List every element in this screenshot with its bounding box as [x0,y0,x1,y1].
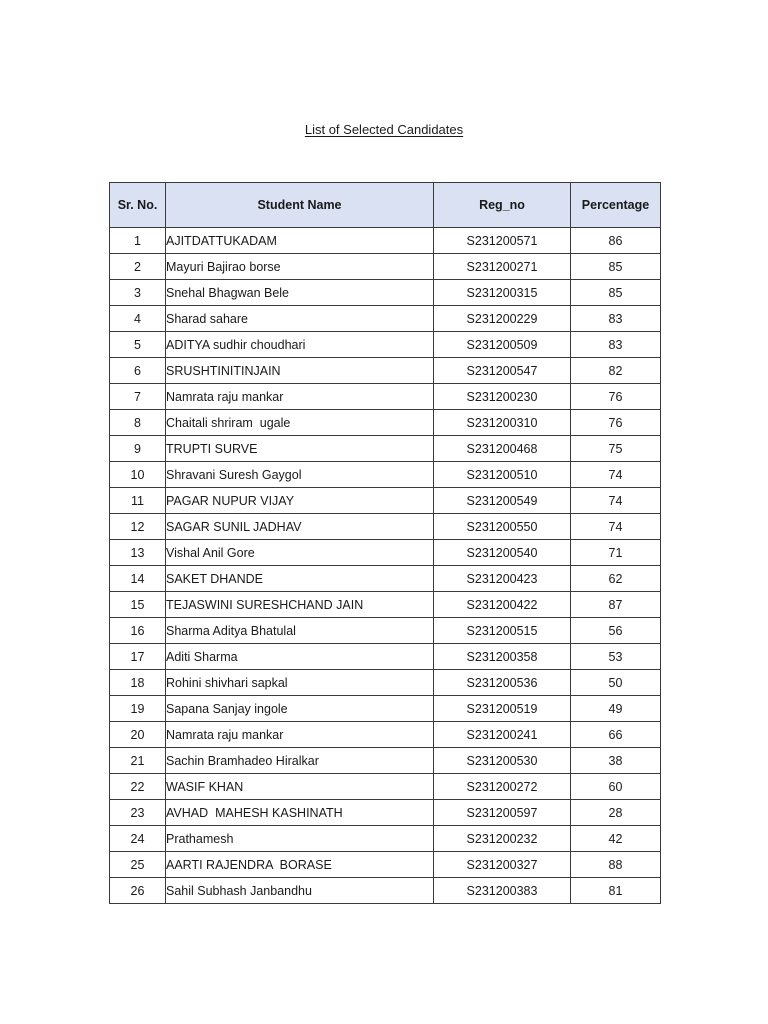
student-name-cell: WASIF KHAN [166,774,434,800]
percentage-cell: 50 [571,670,661,696]
student-name-cell: Sharad sahare [166,306,434,332]
reg-no-cell: S231200571 [434,228,571,254]
student-name-cell: Shravani Suresh Gaygol [166,462,434,488]
table-body [110,228,661,904]
sr-no-cell: 5 [110,332,166,358]
student-name-cell: Mayuri Bajirao borse [166,254,434,280]
percentage-cell: 83 [571,306,661,332]
table-row [110,670,661,696]
sr-no-cell: 1 [110,228,166,254]
header-student-name: Student Name [166,183,434,228]
table-header [110,183,661,228]
percentage-cell: 66 [571,722,661,748]
table-row [110,462,661,488]
reg-no-cell: S231200229 [434,306,571,332]
student-name-cell: Prathamesh [166,826,434,852]
header-row [110,183,661,228]
reg-no-cell: S231200468 [434,436,571,462]
percentage-cell: 85 [571,254,661,280]
sr-no-cell: 16 [110,618,166,644]
reg-no-cell: S231200241 [434,722,571,748]
percentage-cell: 42 [571,826,661,852]
reg-no-cell: S231200547 [434,358,571,384]
table-row [110,618,661,644]
reg-no-cell: S231200509 [434,332,571,358]
table-row [110,254,661,280]
reg-no-cell: S231200530 [434,748,571,774]
sr-no-cell: 18 [110,670,166,696]
reg-no-cell: S231200550 [434,514,571,540]
header-percentage: Percentage [571,183,661,228]
reg-no-cell: S231200358 [434,644,571,670]
table-row [110,852,661,878]
percentage-cell: 75 [571,436,661,462]
percentage-cell: 81 [571,878,661,904]
table-row [110,722,661,748]
student-name-cell: AJITDATTUKADAM [166,228,434,254]
table-row [110,358,661,384]
sr-no-cell: 12 [110,514,166,540]
student-name-cell: Snehal Bhagwan Bele [166,280,434,306]
table-row [110,384,661,410]
percentage-cell: 60 [571,774,661,800]
table-row [110,436,661,462]
reg-no-cell: S231200271 [434,254,571,280]
percentage-cell: 74 [571,462,661,488]
percentage-cell: 82 [571,358,661,384]
percentage-cell: 85 [571,280,661,306]
sr-no-cell: 21 [110,748,166,774]
header-reg-no: Reg_no [434,183,571,228]
student-name-cell: SRUSHTINITINJAIN [166,358,434,384]
student-name-cell: Sapana Sanjay ingole [166,696,434,722]
reg-no-cell: S231200272 [434,774,571,800]
table-row [110,644,661,670]
reg-no-cell: S231200423 [434,566,571,592]
sr-no-cell: 6 [110,358,166,384]
student-name-cell: Sachin Bramhadeo Hiralkar [166,748,434,774]
table-row [110,800,661,826]
reg-no-cell: S231200519 [434,696,571,722]
student-name-cell: Sharma Aditya Bhatulal [166,618,434,644]
student-name-cell: TEJASWINI SURESHCHAND JAIN [166,592,434,618]
percentage-cell: 83 [571,332,661,358]
header-sr-no: Sr. No. [110,183,166,228]
sr-no-cell: 15 [110,592,166,618]
table-row [110,228,661,254]
sr-no-cell: 11 [110,488,166,514]
reg-no-cell: S231200510 [434,462,571,488]
percentage-cell: 53 [571,644,661,670]
percentage-cell: 76 [571,384,661,410]
table-row [110,748,661,774]
sr-no-cell: 13 [110,540,166,566]
table-row [110,488,661,514]
sr-no-cell: 25 [110,852,166,878]
percentage-cell: 87 [571,592,661,618]
percentage-cell: 74 [571,488,661,514]
student-name-cell: Rohini shivhari sapkal [166,670,434,696]
sr-no-cell: 19 [110,696,166,722]
sr-no-cell: 4 [110,306,166,332]
reg-no-cell: S231200597 [434,800,571,826]
percentage-cell: 71 [571,540,661,566]
table-row [110,774,661,800]
percentage-cell: 88 [571,852,661,878]
table-row [110,410,661,436]
reg-no-cell: S231200230 [434,384,571,410]
table-row [110,514,661,540]
student-name-cell: PAGAR NUPUR VIJAY [166,488,434,514]
student-name-cell: Namrata raju mankar [166,384,434,410]
table-row [110,280,661,306]
student-name-cell: ADITYA sudhir choudhari [166,332,434,358]
percentage-cell: 49 [571,696,661,722]
reg-no-cell: S231200315 [434,280,571,306]
sr-no-cell: 24 [110,826,166,852]
percentage-cell: 56 [571,618,661,644]
percentage-cell: 28 [571,800,661,826]
table-row [110,696,661,722]
table-row [110,540,661,566]
sr-no-cell: 26 [110,878,166,904]
sr-no-cell: 20 [110,722,166,748]
reg-no-cell: S231200549 [434,488,571,514]
table-row [110,306,661,332]
reg-no-cell: S231200232 [434,826,571,852]
reg-no-cell: S231200422 [434,592,571,618]
student-name-cell: TRUPTI SURVE [166,436,434,462]
sr-no-cell: 17 [110,644,166,670]
percentage-cell: 76 [571,410,661,436]
table-row [110,332,661,358]
sr-no-cell: 9 [110,436,166,462]
candidates-table [109,182,661,904]
student-name-cell: SAGAR SUNIL JADHAV [166,514,434,540]
sr-no-cell: 7 [110,384,166,410]
reg-no-cell: S231200327 [434,852,571,878]
sr-no-cell: 8 [110,410,166,436]
percentage-cell: 62 [571,566,661,592]
student-name-cell: AVHAD MAHESH KASHINATH [166,800,434,826]
student-name-cell: AARTI RAJENDRA BORASE [166,852,434,878]
percentage-cell: 38 [571,748,661,774]
reg-no-cell: S231200310 [434,410,571,436]
reg-no-cell: S231200515 [434,618,571,644]
reg-no-cell: S231200536 [434,670,571,696]
reg-no-cell: S231200540 [434,540,571,566]
student-name-cell: Sahil Subhash Janbandhu [166,878,434,904]
sr-no-cell: 14 [110,566,166,592]
sr-no-cell: 2 [110,254,166,280]
reg-no-cell: S231200383 [434,878,571,904]
student-name-cell: Chaitali shriram ugale [166,410,434,436]
page-title: List of Selected Candidates [304,122,464,137]
table-row [110,826,661,852]
sr-no-cell: 22 [110,774,166,800]
percentage-cell: 74 [571,514,661,540]
student-name-cell: Vishal Anil Gore [166,540,434,566]
table-row [110,592,661,618]
percentage-cell: 86 [571,228,661,254]
sr-no-cell: 23 [110,800,166,826]
table-row [110,566,661,592]
sr-no-cell: 10 [110,462,166,488]
table-row [110,878,661,904]
student-name-cell: Namrata raju mankar [166,722,434,748]
student-name-cell: Aditi Sharma [166,644,434,670]
student-name-cell: SAKET DHANDE [166,566,434,592]
sr-no-cell: 3 [110,280,166,306]
